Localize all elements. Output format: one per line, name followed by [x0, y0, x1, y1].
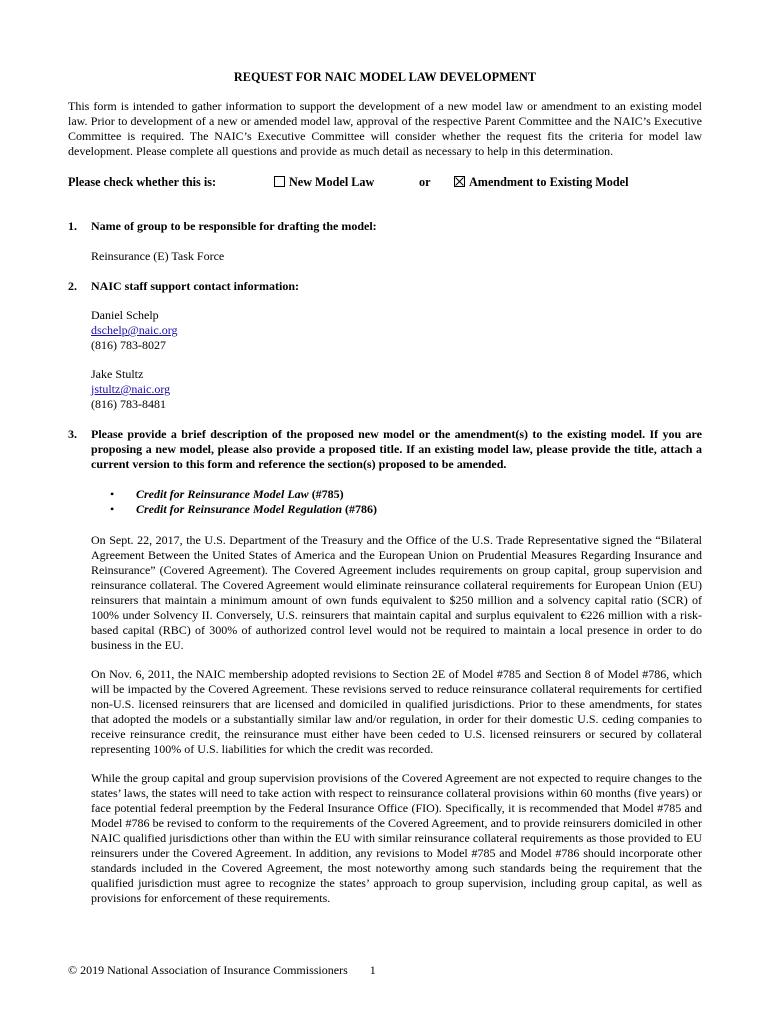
model-number: (#786): [345, 502, 378, 516]
body-paragraph: On Nov. 6, 2011, the NAIC membership adopted revisions to Section 2E of Model #785 and Section 8 of Model #786, which will be impacted by the Covered Agreement. These revisions served to reduce reinsurance collateral requirements for certified non-U.S. licensed reinsurers that are licensed and domiciled in qualified jurisdictions. Prior to these amendments, for states that adopted the models or a substantially similar law and/or regulation, in order for their domestic U.S. ceding companies to receive reinsurance credit, the reinsurance must either have been ceded to U.S. licensed reinsurers or secured by collateral representing 100% of U.S. liabilities for which the credit was recorded.: [91, 667, 702, 756]
body-paragraph: On Sept. 22, 2017, the U.S. Department of the Treasury and the Office of the U.S. Trade Representative signed the “Bilateral Agreement Between the United States of America and the European Union on Prudential Measures Regarding Insurance and Reinsurance” (Covered Agreement). The Covered Agreement includes requirements on group capital, group supervision and reinsurance collateral. The Covered Agreement would eliminate reinsurance collateral requirements for European Union (EU) reinsurers that maintain a minimum amount of own funds equivalent to $250 million and a solvency capital ratio (SCR) of 100% under Solvency II. Conversely, U.S. reinsurers that maintain capital and surplus equivalent to €226 million with a risk-based capital (RBC) of 300% of authorized control level would not be required to maintain a local presence in order to do business in the EU.: [91, 533, 702, 652]
page-title: REQUEST FOR NAIC MODEL LAW DEVELOPMENT: [233, 70, 537, 84]
contact-phone: (816) 783-8027: [91, 338, 166, 352]
contact-email-link[interactable]: jstultz@naic.org: [91, 382, 171, 396]
question-2-text: NAIC staff support contact information:: [91, 279, 299, 293]
page-number: 1: [369, 963, 376, 977]
contact-phone: (816) 783-8481: [91, 397, 166, 411]
contact-name: Daniel Schelp: [91, 308, 159, 322]
list-item: [110, 487, 377, 502]
bullet-icon: •: [110, 502, 115, 516]
intro-paragraph: This form is intended to gather information to support the development of a new model law or amendment to an existing model law. Prior to development of a new or amended model law, approval of the respective Parent Committee and the NAIC’s Executive Committee is required. The NAIC’s Executive Committee will consider whether the request fits the criteria for model law development. Please complete all questions and provide as much detail as necessary to help in this determination.: [68, 99, 702, 158]
list-item: [110, 502, 377, 517]
question-2-number: 2.: [68, 279, 77, 293]
question-1-text: Name of group to be responsible for drafting the model:: [91, 219, 377, 233]
question-1-answer: Reinsurance (E) Task Force: [91, 249, 225, 263]
new-model-law-checkbox[interactable]: [274, 176, 285, 187]
page-footer: [68, 963, 376, 978]
new-model-law-label: New Model Law: [289, 175, 375, 189]
model-title: Credit for Reinsurance Model Regulation: [136, 502, 343, 516]
question-1-number: 1.: [68, 219, 77, 233]
model-list: [110, 487, 377, 517]
bullet-icon: •: [110, 487, 115, 501]
copyright-text: © 2019 National Association of Insurance Commissioners: [68, 963, 348, 977]
amendment-label: Amendment to Existing Model: [469, 175, 629, 189]
model-type-label: Please check whether this is:: [68, 175, 217, 189]
model-number: (#785): [311, 487, 344, 501]
contact-email-link[interactable]: dschelp@naic.org: [91, 323, 178, 337]
question-3-text: Please provide a brief description of the proposed new model or the amendment(s) to the existing model. If you are proposing a new model, please also provide a proposed title. If an existing model law, please provide the title, attach a current version to this form and reference the section(s) proposed to be amended.: [91, 427, 702, 471]
or-label: or: [419, 175, 431, 189]
model-type-selector: [68, 175, 702, 191]
question-3-number: 3.: [68, 427, 77, 441]
model-title: Credit for Reinsurance Model Law: [136, 487, 309, 501]
body-paragraph: While the group capital and group supervision provisions of the Covered Agreement are not expected to require changes to the states’ laws, the states will need to take action with respect to reinsurance collateral provisions within 60 months (five years) or face potential federal preemption by the Federal Insurance Office (FIO). Specifically, it is recommended that Model #785 and Model #786 be revised to conform to the requirements of the Covered Agreement, and to provide reinsurers domiciled in other NAIC qualified jurisdictions other than within the EU with similar reinsurance collateral requirements as those provided to EU reinsurers under the Covered Agreement. In addition, any revisions to Model #785 and Model #786 should incorporate other standards included in the Covered Agreement, the most noteworthy among such standards being the requirement that the qualified jurisdiction must agree to recognize the states’ approach to group supervision, including group capital, as well as provisions for enforcement of these requirements.: [91, 771, 702, 905]
amendment-checkbox[interactable]: [454, 176, 465, 187]
contact-name: Jake Stultz: [91, 367, 144, 381]
